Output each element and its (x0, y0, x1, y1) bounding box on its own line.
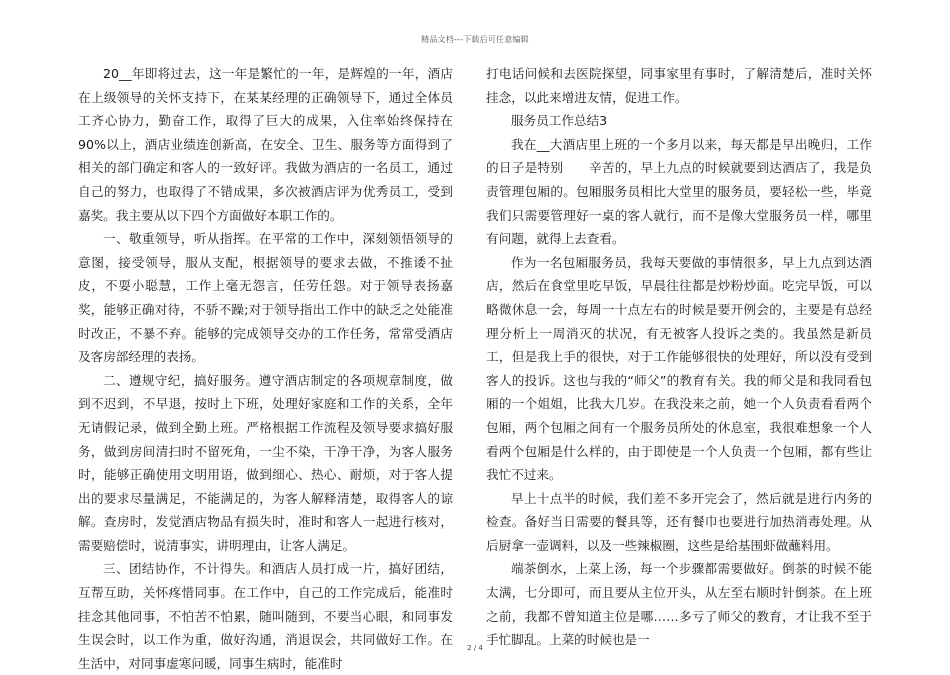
paragraph-point-two: 二、遵规守纪，搞好服务。遵守酒店制定的各项规章制度，做到不迟到，不早退，按时上下班，处理好家庭和工作的关系，全年无请假记录，做到全勤上班。严格根据工作流程及领导要求搞好服务，做到房间清扫时不留死角，一尘不染，干净干净，为客人服务时，能够正确使用文明用语，做到细心、热心、耐烦，对于客人提出的要求尽量满足，不能满足的，为客人解释清楚，取得客人的谅解。查房时，发觉酒店物品有损失时，准时和客人一起进行核对，需要赔偿时，说清事实，讲明理由，让客人满足。 (78, 372, 453, 553)
paragraph-intro: 20__年即将过去，这一年是繁忙的一年，是辉煌的一年，酒店在上级领导的关怀支持下，在某某经理的正确领导下，通过全体员工齐心协力，勤奋工作，取得了巨大的成果，入住率始终保持在90%以上，酒店业绩连创新高，在安全、卫生、服务等方面得到了相关的部门确定和客人的一致好评。我做为酒店的一名员工，通过自己的努力，也取得了不错成果，多次被酒店评为优秀员工，受到嘉奖。我主要从以下四个方面做好本职工作的。 (78, 66, 453, 223)
paragraph-point-one: 一、敬重领导，听从指挥。在平常的工作中，深刻领悟领导的意图，接受领导，服从支配，根据领导的要求去做，不推诿不扯皮，不耍小聪慧，工作上毫无怨言，任劳任怨。对于领导表扬嘉奖，能够正确对待，不骄不躁;对于领导指出工作中的缺乏之处能准时改正，不暴不弃。能够的完成领导交办的工作任务，常常受酒店及客房部经理的表扬。 (78, 231, 453, 365)
paragraph-serving: 端茶倒水，上菜上汤，每一个步骤都需要做好。倒茶的时候不能太满，七分即可，而且要从主位开头，从左至右顺时针倒茶。在上班之前，我都不曾知道主位是哪……多亏了师父的教育，才让我不至于手忙脚乱。上菜的时候也是一 (486, 561, 872, 648)
paragraph-point-three: 三、团结协作，不计得失。和酒店人员打成一片，搞好团结，互帮互助，关怀疼惜同事。在工作中，自己的工作完成后，能准时挂念其他同事，不怕苦不怕累，随叫随到，不要当心眼，和同事发生误会时，以工作为重，做好沟通，消退误会，共同做好工作。在生活中，对同事虚寒问暖，同事生病时，能准时 (78, 561, 453, 671)
paragraph-daily-duties: 作为一名包厢服务员，我每天要做的事情很多，早上九点到达酒店，然后在食堂里吃早饭，早晨往往都是炒粉炒面。吃完早饭，可以略微休息一会，每周一十点左右的时候是要开例会的，主要是有总经理分析上一周消灭的状况，有无被客人投诉之类的。我虽然是新员工，但是我上手的很快，对于工作能够很快的处理好，所以没有受到客人的投诉。这也与我的“师父”的教育有关。我的师父是和我同看包厢的一个姐姐，比我大几岁。在我没来之前，她一个人负责看看两个包厢，两个包厢之间有一个服务员所处的休息室，我很难想象一个人看两个包厢是什么样的，由于即使是一个人负责一个包厢，都有些让我忙不过来。 (486, 254, 872, 483)
paragraph-preparation: 早上十点半的时候，我们差不多开完会了，然后就是进行内务的检查。备好当日需要的餐具等，还有餐巾也要进行加热消毒处理。从后厨拿一壶调料，以及一些辣椒圈，这些是给基围虾做蘸料用。 (486, 490, 872, 553)
paragraph-continuation: 打电话问候和去医院探望，同事家里有事时，了解清楚后，准时关怀挂念，以此来增进友情，促进工作。 (486, 66, 872, 105)
page-number: 2 / 4 (467, 644, 483, 652)
right-column (486, 62, 872, 652)
left-column (78, 62, 453, 675)
section-heading: 服务员工作总结3 (511, 113, 608, 129)
paragraph-arrival: 我在__大酒店里上班的一个多月以来，每天都是早出晚归，工作的日子是特别 辛苦的，早上九点的时候就要到达酒店了，我是负责管理包厢的。包厢服务员相比大堂里的服务员，要轻松一些，毕竟我们只需要管理好一桌的客人就行，而不是像大堂服务员一样，哪里有问题，就得上去查看。 (486, 136, 872, 247)
document-header: 精品文档---下载后可任意编辑 (421, 35, 529, 44)
